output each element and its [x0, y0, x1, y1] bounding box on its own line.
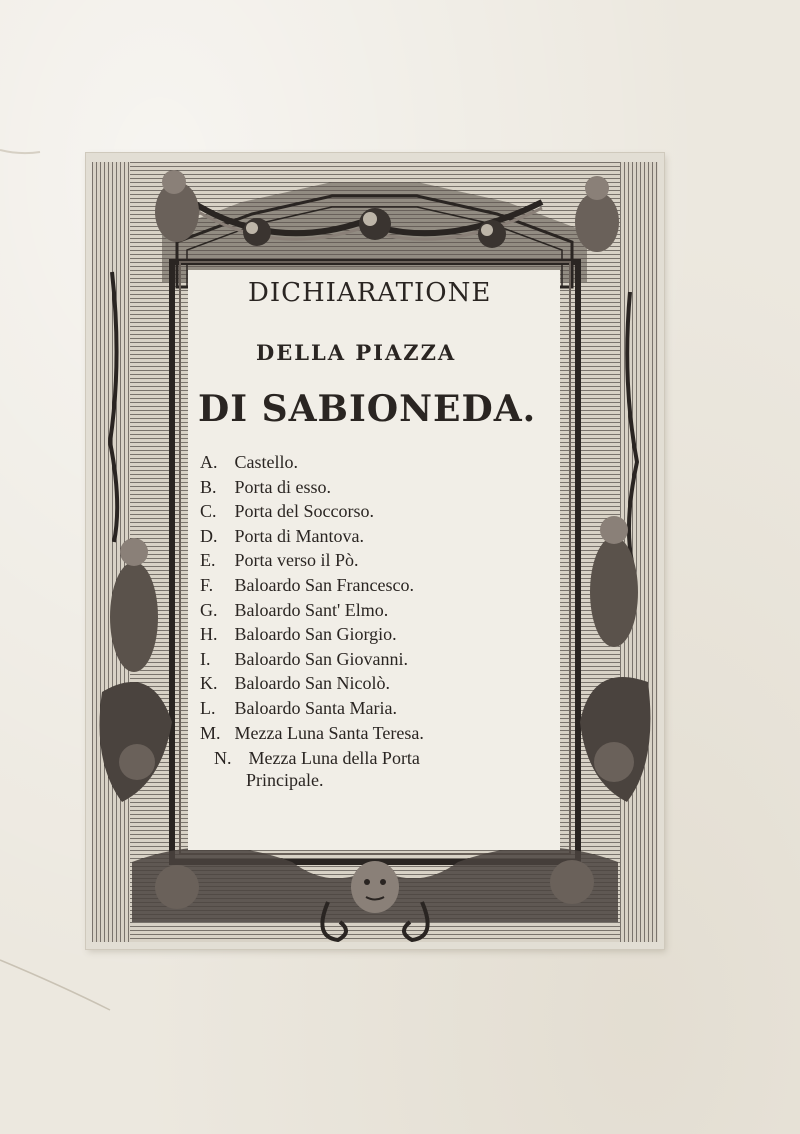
legend-text: Castello. [234, 452, 298, 472]
legend-letter: D. [200, 525, 218, 546]
legend-item [200, 573, 560, 598]
legend-list [200, 450, 560, 791]
legend-text: Baloardo San Francesco. [234, 574, 414, 595]
legend-letter: I. [200, 648, 211, 669]
legend-text: Baloardo San Giovanni. [234, 648, 408, 669]
legend-item [200, 696, 560, 721]
legend-letter: G. [200, 599, 218, 620]
legend-item [200, 524, 560, 549]
title-line-2: DELLA PIAZZA [256, 340, 457, 365]
legend-text: Baloardo Santa Maria. [234, 697, 397, 718]
legend-item [200, 598, 560, 623]
title-line-1: DICHIARATIONE [248, 278, 492, 308]
legend-text: Mezza Luna della Porta [248, 748, 420, 769]
legend-text: Porta del Soccorso. [234, 501, 374, 522]
legend-letter: H. [200, 624, 218, 645]
legend-letter: M. [200, 722, 221, 743]
legend-item [200, 721, 560, 746]
legend-letter: K. [200, 673, 218, 694]
legend-text: Baloardo Sant' Elmo. [234, 599, 389, 620]
legend-letter: B. [200, 476, 217, 497]
legend-text: Porta verso il Pò. [234, 550, 359, 571]
legend-item [200, 671, 560, 696]
legend-text: Baloardo San Giorgio. [234, 624, 397, 645]
legend-item [200, 548, 560, 573]
legend-text: Mezza Luna Santa Teresa. [234, 722, 424, 743]
legend-letter: F. [200, 574, 214, 595]
legend-item [200, 647, 560, 672]
title-line-3: DI SABIONEDA. [198, 388, 537, 430]
legend-item [200, 747, 560, 791]
legend-letter: L. [200, 697, 216, 718]
legend-letter: N. [214, 748, 232, 769]
legend-letter: C. [200, 501, 217, 522]
legend-item [200, 450, 560, 475]
legend-item [200, 475, 560, 500]
legend-letter: A. [200, 452, 218, 472]
legend-text: Porta di Mantova. [234, 525, 364, 546]
legend-text: Baloardo San Nicolò. [234, 673, 390, 694]
legend-letter: E. [200, 550, 216, 571]
legend-text-continuation: Principale. [246, 770, 324, 791]
legend-text: Porta di esso. [234, 476, 331, 497]
legend-item [200, 499, 560, 524]
legend-item [200, 622, 560, 647]
